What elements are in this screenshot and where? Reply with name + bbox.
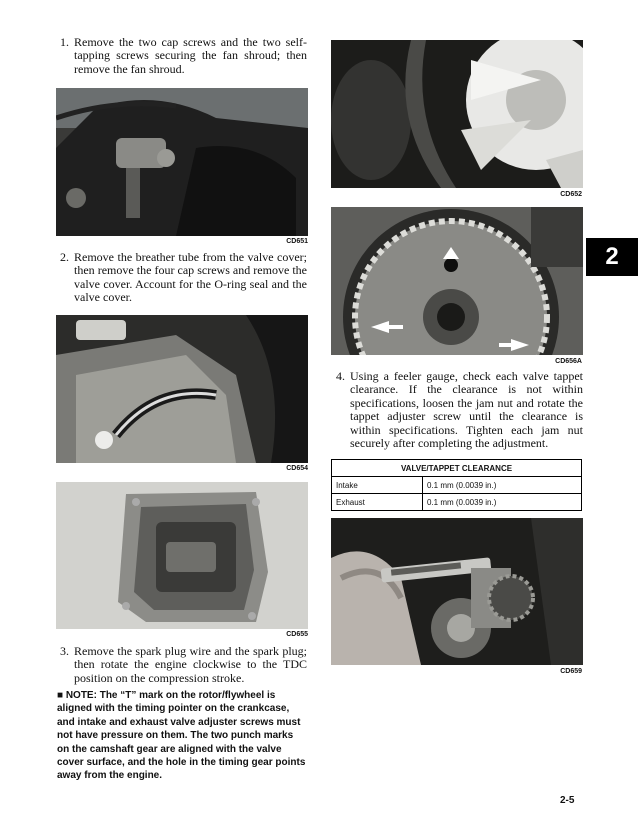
step-number: 3. [60,644,69,658]
row-value: 0.1 mm (0.0039 in.) [423,494,582,511]
row-label: Intake [332,477,423,494]
caption-cd656a: CD656A [555,358,582,365]
row-label: Exhaust [332,494,423,511]
photo-cd659-feeler-gauge [331,518,583,665]
photo-cd656a-camshaft-gear [331,207,583,355]
photo-cd655-valve-cover [56,482,308,629]
caption-cd654: CD654 [286,465,308,472]
photo-cd652-fan [331,40,583,188]
table-title: VALVE/TAPPET CLEARANCE [332,460,582,477]
page-number: 2-5 [560,795,575,806]
photo-cd651-fan-shroud [56,88,308,236]
step-number: 2. [60,250,69,264]
step-1 [60,36,307,76]
step-text: Using a feeler gauge, check each valve tappet clearance. If the clearance is not within specifications, loosen the jam nut and rotate the tappet adjuster screw until the clearance is within specifications. Tighten each jam nut securely after completing the adjustment. [350,369,583,451]
square-bullet-icon: ■ [57,690,66,701]
note-text: NOTE: The “T” mark on the rotor/flywheel is aligned with the timing pointer on the crankcase, and intake and exhaust valve adjuster screws must not have pressure on them. The two punch marks on the camshaft gear are aligned with the valve cover surface, and the hole in the timing gear points away from the engine. [57,690,306,782]
table-header-row [332,460,582,477]
table-row [332,494,582,511]
caption-cd652: CD652 [560,191,582,198]
note-block [57,689,307,783]
step-number: 1. [60,35,69,49]
caption-cd655: CD655 [286,631,308,638]
step-text: Remove the two cap screws and the two self-tapping screws securing the fan shroud; then remove the fan shroud. [74,35,307,76]
step-number: 4. [336,369,345,383]
caption-cd651: CD651 [286,238,308,245]
table-row [332,477,582,494]
step-text: Remove the breather tube from the valve cover; then remove the four cap screws and remove the valve cover. Account for the O-ring seal and the valve cover. [74,250,307,305]
step-text: Remove the spark plug wire and the spark plug; then rotate the engine clockwise to the TDC position on the compression stroke. [74,644,307,685]
caption-cd659: CD659 [560,668,582,675]
row-value: 0.1 mm (0.0039 in.) [423,477,582,494]
step-4 [336,370,583,450]
chapter-tab: 2 [586,238,638,276]
step-3 [60,645,307,685]
valve-tappet-clearance-table [331,459,582,511]
photo-cd654-breather-tube [56,315,308,463]
step-2 [60,251,307,305]
